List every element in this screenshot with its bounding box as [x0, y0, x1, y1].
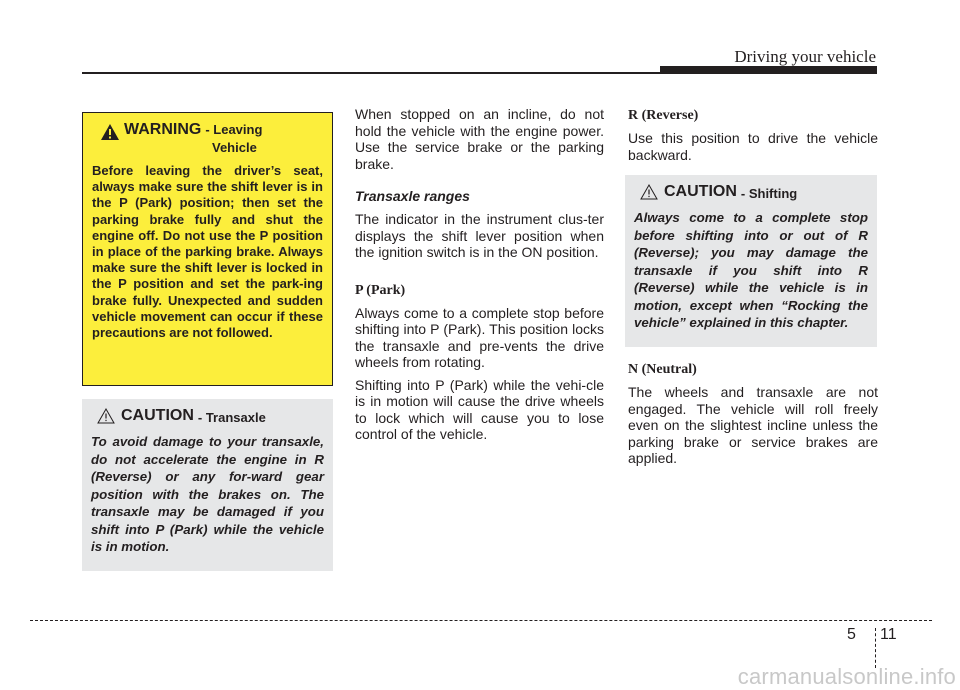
caution-transaxle-text: To avoid damage to your transaxle, do not accelerate the engine in R (Reverse) or any for-ward gear position with the brakes on. The transaxle may be damaged if you shift into P (Park) while the vehicle is in motion. — [91, 434, 324, 554]
reverse-paragraph: Use this position to drive the vehicle backward. — [628, 130, 878, 163]
warning-header — [100, 121, 323, 156]
caution-transaxle-header — [97, 407, 324, 425]
park-paragraph-1: Always come to a complete stop before shifting into P (Park). This position locks the transaxle and pre-vents the drive wheels from rotating. — [355, 304, 604, 370]
header-rule-thick — [660, 66, 877, 74]
caution-shifting-header — [640, 183, 868, 201]
caution-transaxle-title: CAUTION — [121, 407, 194, 424]
caution-shifting-text: Always come to a complete stop before shifting into or out of R (Reverse); you may damage the transaxle if you shift into R (Reverse) while the vehicle is in motion, except when “Rocking the vehicle” explained in this chapter. — [634, 210, 868, 330]
ranges-paragraph: The indicator in the instrument clus-ter displays the shift lever position when the ignition switch is in the ON position. — [355, 211, 604, 260]
caution-shifting-title: CAUTION — [664, 183, 737, 200]
middle-column — [355, 106, 604, 443]
park-paragraph-2: Shifting into P (Park) while the vehi-cle is in motion will cause the drive wheels to lock which will cause you to lose control of the vehicle. — [355, 376, 604, 442]
warning-title: WARNING — [124, 121, 202, 138]
neutral-section — [628, 356, 878, 467]
caution-triangle-icon — [640, 184, 658, 200]
warning-text: Before leaving the driver’s seat, always make sure the shift lever is in the P (Park) position; then set the parking brake fully and shut the engine off. Do not use the P position in place of the parking brake. Always make sure the shift lever is locked in the P position and set the park-ing brake fully. Unexpected and sudden vehicle movement can occur if these precautions are not followed. — [92, 163, 323, 341]
transaxle-ranges-heading: Transaxle ranges — [355, 188, 470, 204]
warning-box — [82, 112, 333, 386]
caution-triangle-icon — [97, 408, 115, 424]
warning-subtitle-1: - Leaving — [205, 122, 263, 137]
watermark: carmanualsonline.info — [737, 664, 956, 689]
caution-transaxle-box — [82, 399, 333, 571]
incline-paragraph: When stopped on an incline, do not hold the vehicle with the engine power. Use the service brake or the parking brake. — [355, 106, 604, 172]
right-column — [628, 106, 878, 163]
footer-rule — [30, 620, 932, 621]
neutral-paragraph: The wheels and transaxle are not engaged. The vehicle will roll freely even on the slightest incline unless the parking brake or service brakes are applied. — [628, 384, 878, 466]
caution-shifting-subtitle: - Shifting — [740, 185, 798, 201]
warning-subtitle-2: Vehicle — [212, 140, 257, 155]
caution-shifting-box — [625, 175, 877, 347]
header-rule-thin — [82, 72, 682, 74]
neutral-heading: N (Neutral) — [628, 362, 697, 377]
page-number: 11 — [880, 626, 897, 643]
section-title: Driving your vehicle — [734, 47, 876, 66]
page-number-separator — [875, 628, 876, 668]
chapter-number: 5 — [847, 626, 856, 643]
warning-triangle-icon — [100, 123, 120, 141]
caution-transaxle-subtitle: - Transaxle — [197, 409, 266, 425]
park-heading: P (Park) — [355, 282, 406, 298]
reverse-heading: R (Reverse) — [628, 108, 699, 123]
